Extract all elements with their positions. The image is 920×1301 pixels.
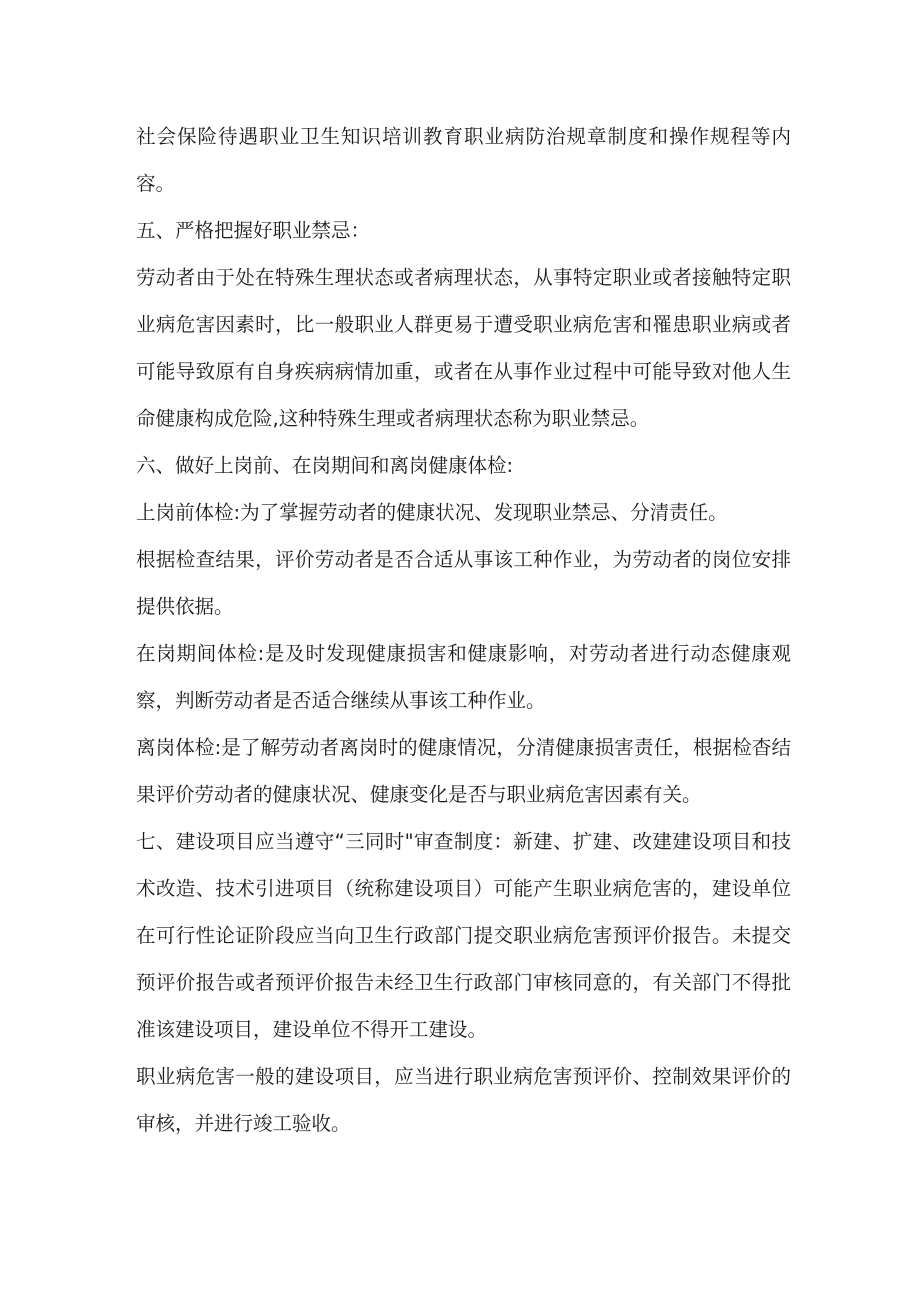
document-body	[136, 113, 791, 1147]
paragraph-on-duty-exam: 在岗期间体检:是及时发现健康损害和健康影响，对劳动者进行动态健康观察，判断劳动者是否适合继续从事该工种作业。	[136, 642, 791, 712]
paragraph-exam-results: 根据检查结果，评价劳动者是否合适从事该工种作业，为劳动者的岗位安排提供依据。	[136, 548, 791, 618]
heading-section-6: 六、做好上岗前、在岗期间和离岗健康体检:	[136, 454, 514, 477]
paragraph-occupational-contraindication: 劳动者由于处在特殊生理状态或者病理状态，从事特定职业或者接触特定职业病危害因素时，比一般职业人群更易于遭受职业病危害和罹患职业病或者可能导致原有自身疾病病情加重，或者在从事作业过程中可能导致对他人生命健康构成危险,这种特殊生理或者病理状态称为职业禁忌。	[136, 266, 791, 430]
paragraph-pre-employment-exam: 上岗前体检:为了掌握劳动者的健康状况、发现职业禁忌、分清责任。	[136, 501, 728, 524]
paragraph-section-7-three-simultaneous: 七、建设项目应当遵守“三同时"审查制度：新建、扩建、改建建设项目和技术改造、技术引进项目（统称建设项目）可能产生职业病危害的，建设单位在可行性论证阶段应当向卫生行政部门提交职业病危害预评价报告。未提交预评价报告或者预评价报告未经卫生行政部门审核同意的，有关部门不得批准该建设项目，建设单位不得开工建设。	[136, 830, 791, 1041]
paragraph-insurance-training: 社会保险待遇职业卫生知识培训教育职业病防治规章制度和操作规程等内容。	[136, 125, 791, 195]
heading-section-5: 五、严格把握好职业禁忌：	[136, 219, 371, 242]
paragraph-general-hazard-projects: 职业病危害一般的建设项目，应当进行职业病危害预评价、控制效果评价的审核，并进行竣工验收。	[136, 1065, 791, 1135]
paragraph-departure-exam: 离岗体检:是了解劳动者离岗时的健康情况，分清健康损害责任，根据检杳结果评价劳动者的健康状况、健康变化是否与职业病危害因素有关。	[136, 736, 791, 806]
